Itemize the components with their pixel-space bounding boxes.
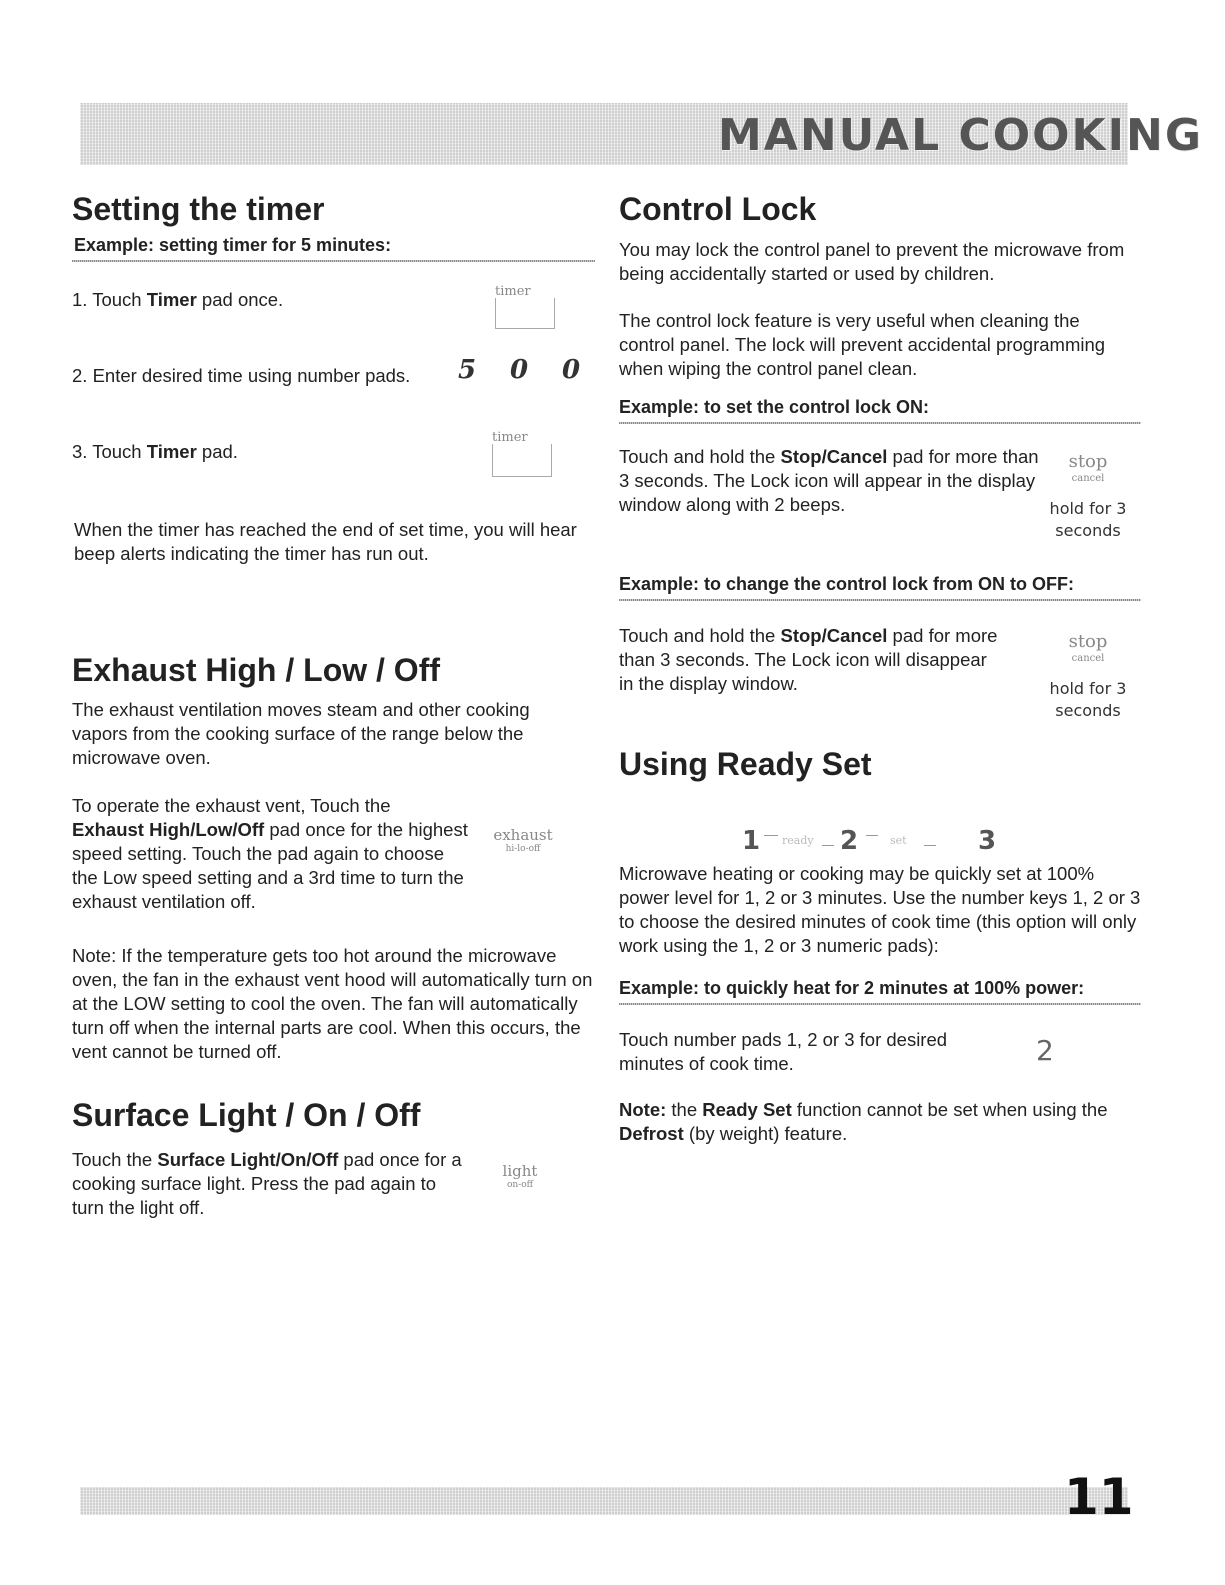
stop-cancel-pad-off[interactable] — [1055, 631, 1121, 669]
timer-pad-label: timer — [495, 284, 531, 299]
lock-rule-on — [619, 422, 1141, 424]
exhaust-operate: To operate the exhaust vent, Touch the Exhaust High/Low/Off pad once for the highest speed setting. Touch the pad again to choose the Low speed setting and a 3rd time to turn the exhaust ventilation off. — [72, 795, 468, 912]
seq-dash — [764, 835, 778, 836]
ready-description: Microwave heating or cooking may be quickly set at 100% power level for 1, 2 or 3 minutes. Use the number keys 1, 2 or 3 to choose the desired minutes of cook time (this option will only work using the 1, 2 or 3 numeric pads): — [619, 863, 1141, 956]
timer-step-1: 1. Touch Timer pad once. — [72, 289, 284, 310]
timer-example: Example: setting timer for 5 minutes: — [74, 235, 392, 255]
timer-digit-2: 0 — [510, 355, 529, 385]
timer-pad-2[interactable] — [480, 426, 552, 478]
timer-heading: Setting the timer — [72, 191, 325, 227]
ready-heading: Using Ready Set — [619, 746, 872, 782]
lock-para-2: The control lock feature is very useful when cleaning the control panel. The lock will prevent accidental programming when wiping the control panel clean. — [619, 310, 1106, 379]
timer-rule — [72, 260, 595, 262]
lock-para-1: You may lock the control panel to prevent the microwave from being accidentally started or used by children. — [619, 239, 1125, 284]
exhaust-heading: Exhaust High / Low / Off — [72, 652, 440, 688]
timer-digit-1: 5 — [458, 355, 477, 385]
lock-off-text: Touch and hold the Stop/Cancel pad for more than 3 seconds. The Lock icon will disappear in the display window. — [619, 625, 998, 694]
stop-pad-sub: cancel — [1071, 473, 1105, 484]
timer-step-3: 3. Touch Timer pad. — [72, 441, 238, 462]
lock-heading: Control Lock — [619, 191, 817, 227]
stop-pad-sub: cancel — [1071, 653, 1105, 664]
hold-note-on: hold for 3 seconds — [1049, 499, 1127, 540]
timer-pad-1[interactable] — [483, 282, 555, 330]
lock-on-text: Touch and hold the Stop/Cancel pad for more than 3 seconds. The Lock icon will appear in the display window along with 2 beeps. — [619, 446, 1039, 515]
ready-note: Note: the Ready Set function cannot be set when using the Defrost (by weight) feature. — [619, 1099, 1108, 1144]
seq-ready-label: ready — [782, 834, 814, 847]
banner-title: MANUAL COOKING — [718, 110, 1203, 161]
stop-pad-label: stop — [1068, 451, 1108, 472]
page-number: 11 — [1064, 1468, 1134, 1526]
seq-digit-1: 1 — [742, 826, 761, 856]
seq-digit-3: 3 — [978, 826, 997, 856]
ready-example: Example: to quickly heat for 2 minutes at 100% power: — [619, 978, 1085, 998]
timer-pad-frame — [492, 444, 552, 477]
surface-text: Touch the Surface Light/On/Off pad once for a cooking surface light. Press the pad again to turn the light off. — [72, 1149, 462, 1218]
ready-touch-text: Touch number pads 1, 2 or 3 for desired minutes of cook time. — [619, 1029, 948, 1074]
exhaust-pad-label: exhaust — [493, 826, 553, 844]
ready-digit-pad[interactable]: 2 — [1036, 1034, 1054, 1067]
timer-note: When the timer has reached the end of set time, you will hear beep alerts indicating the timer has run out. — [74, 519, 577, 564]
timer-step-2: 2. Enter desired time using number pads. — [72, 365, 411, 386]
hold-note-off: hold for 3 seconds — [1049, 679, 1127, 720]
lock-example-on: Example: to set the control lock ON: — [619, 397, 930, 417]
exhaust-pad[interactable] — [490, 826, 556, 860]
footer-band — [80, 1487, 1128, 1515]
seq-digit-2: 2 — [840, 826, 859, 856]
lock-rule-off — [619, 599, 1141, 601]
lock-example-off: Example: to change the control lock from ON to OFF: — [619, 574, 1075, 594]
exhaust-pad-sub: hi-lo-off — [505, 844, 541, 854]
exhaust-intro: The exhaust ventilation moves steam and other cooking vapors from the cooking surface of the range below the microwave oven. — [72, 699, 530, 768]
seq-dash — [866, 835, 878, 836]
ready-rule — [619, 1003, 1141, 1005]
light-pad-sub: on-off — [506, 1180, 534, 1190]
stop-cancel-pad-on[interactable] — [1055, 451, 1121, 489]
surface-light-pad[interactable] — [492, 1162, 548, 1196]
timer-pad-frame — [495, 298, 555, 329]
timer-digit-3: 0 — [562, 355, 581, 385]
surface-heading: Surface Light / On / Off — [72, 1097, 421, 1133]
ready-sequence — [742, 826, 1002, 860]
seq-dash — [924, 845, 936, 846]
timer-pad-label: timer — [492, 430, 528, 445]
light-pad-label: light — [502, 1162, 538, 1180]
stop-pad-label: stop — [1068, 631, 1108, 652]
seq-set-label: set — [890, 834, 907, 847]
exhaust-note: Note: If the temperature gets too hot around the microwave oven, the fan in the exhaust vent hood will automatically turn on at the LOW setting to cool the oven. The fan will automatically turn off when the internal parts are cool. When this occurs, the vent cannot be turned off. — [72, 945, 593, 1062]
seq-dash — [822, 845, 834, 846]
